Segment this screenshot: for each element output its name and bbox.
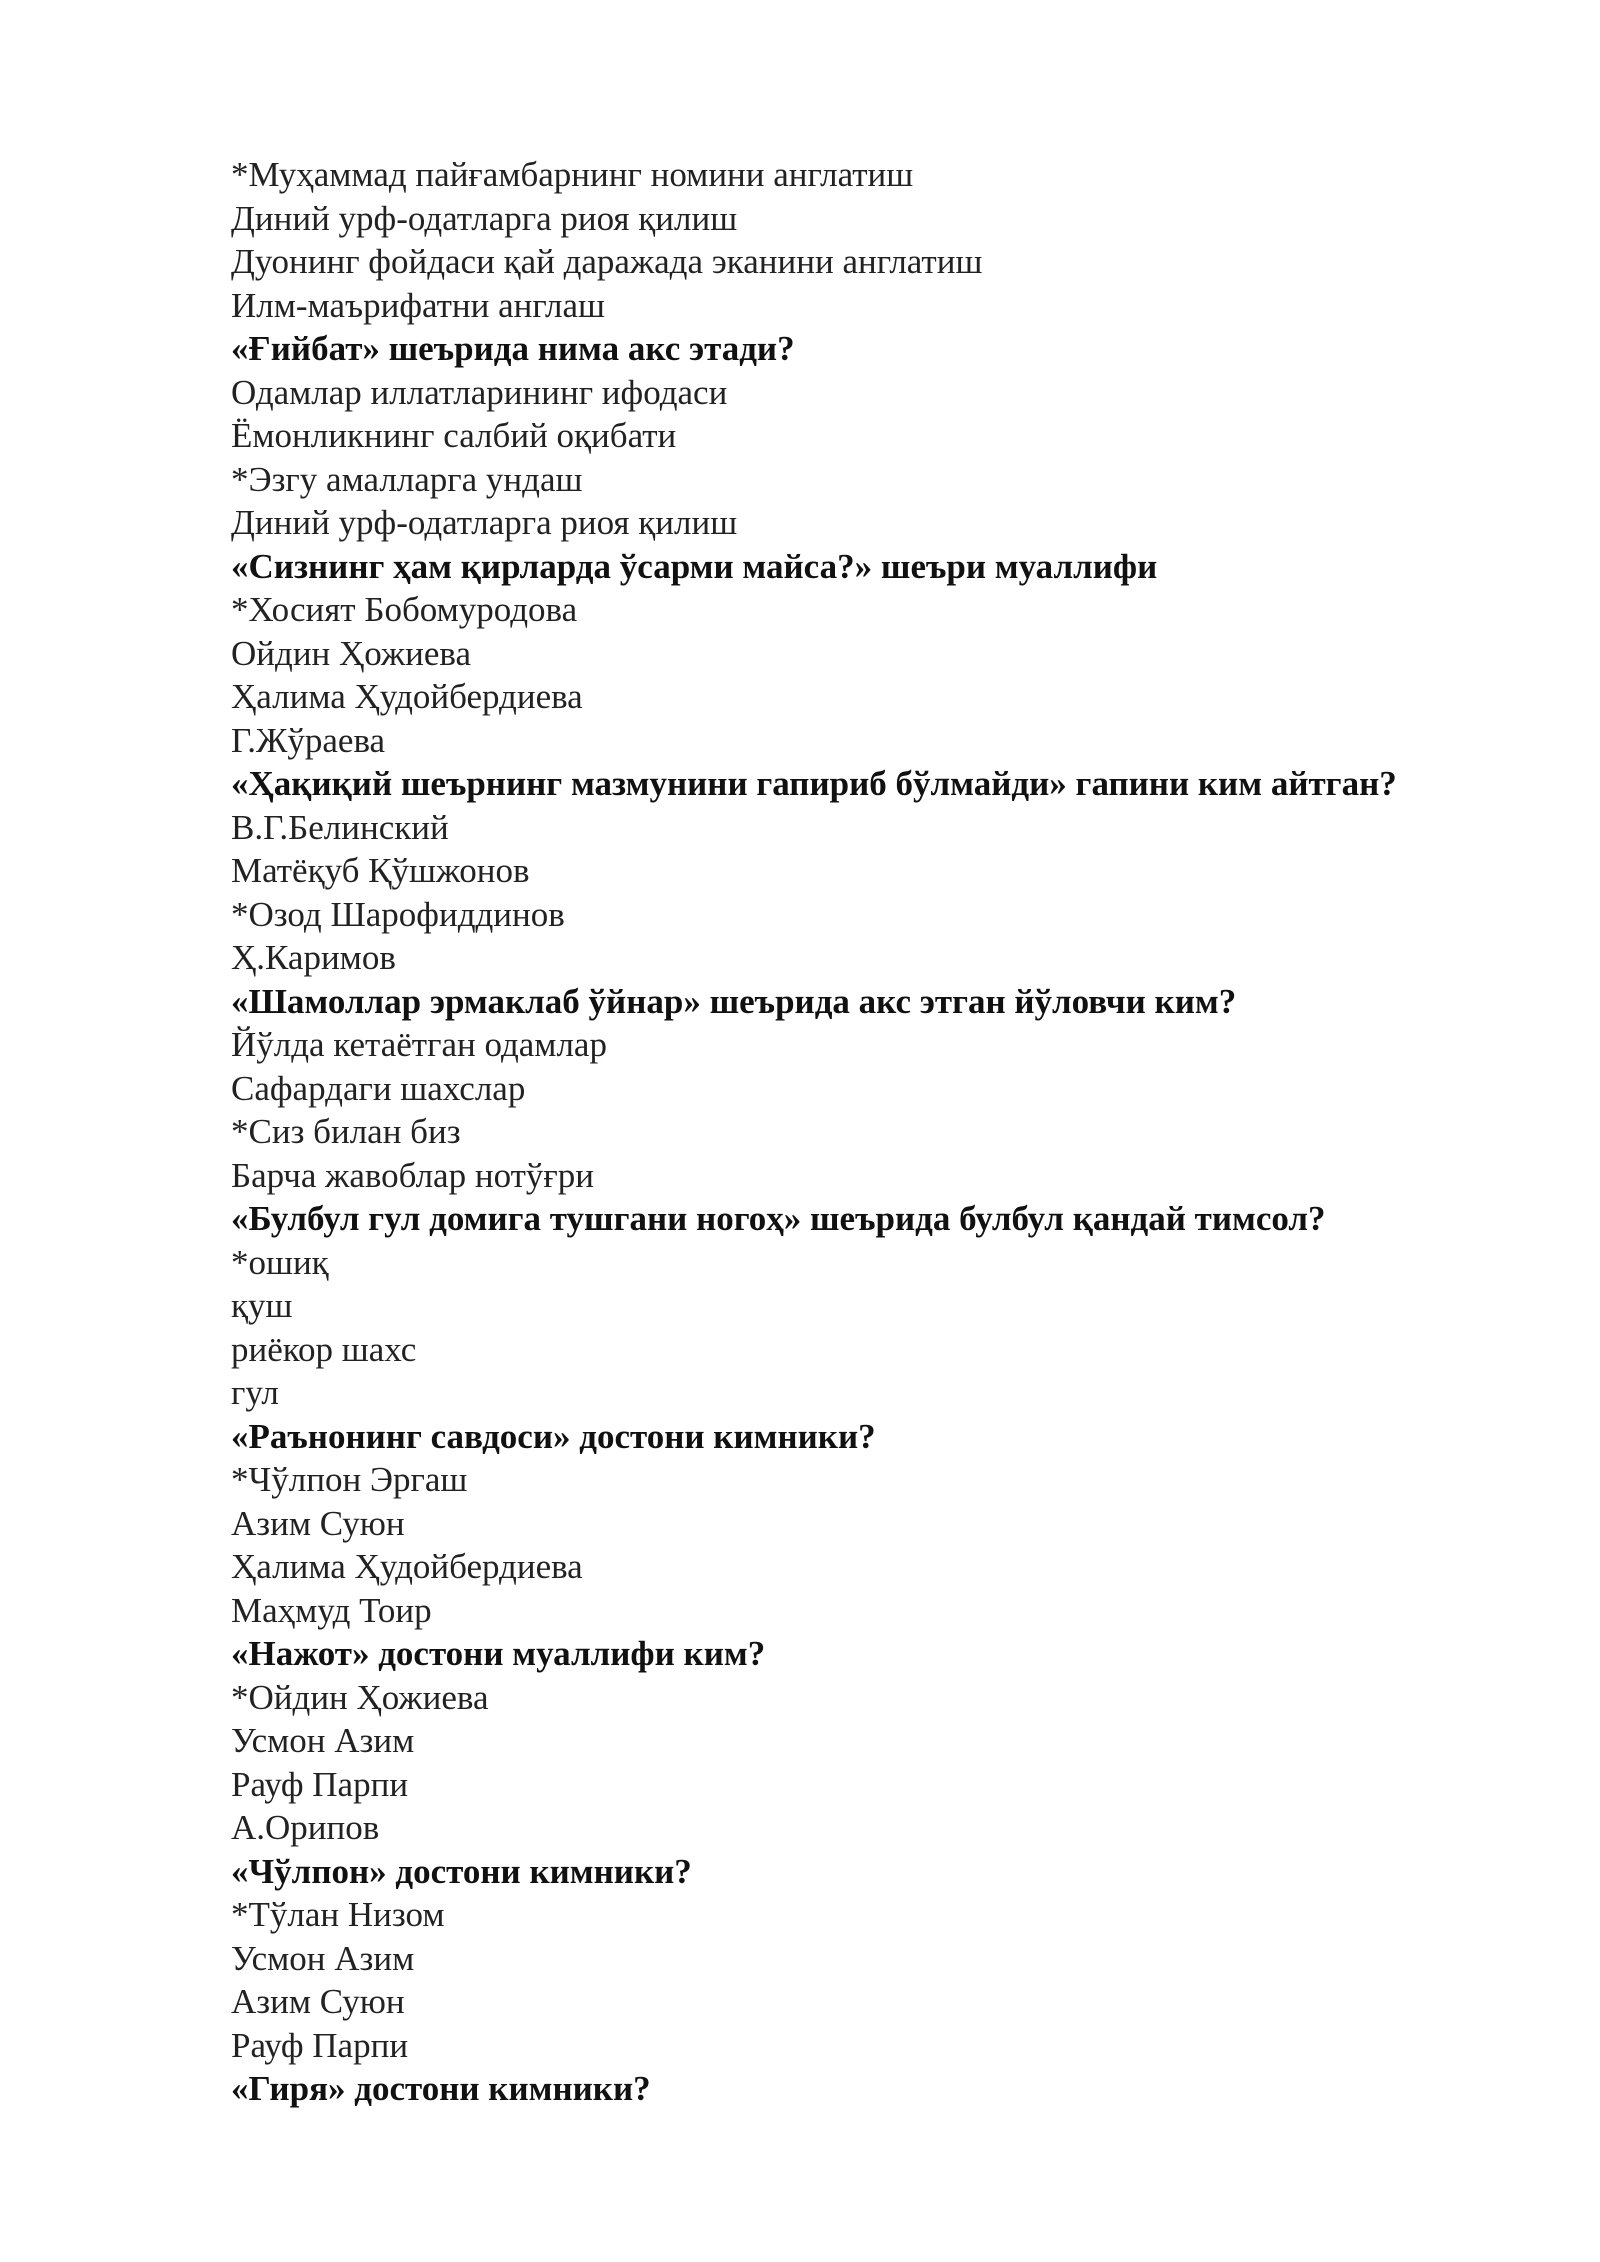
answer-option-line: *Сиз билан биз [231, 1112, 461, 1151]
answer-option-line: Ёмонликнинг салбий оқибати [231, 416, 677, 455]
question-line: «Нажот» достони муаллифи ким? [231, 1634, 766, 1673]
answer-option-line: Ойдин Ҳожиева [231, 633, 471, 673]
answer-option-line: Илм-маърифатни англаш [231, 285, 605, 325]
answer-option-line: Ҳалима Ҳудойбердиева [231, 677, 583, 716]
document-body [231, 153, 1531, 2111]
answer-option-line: Г.Жўраева [231, 720, 386, 760]
question-line: «Ғийбат» шеърида нима акс этади? [231, 329, 795, 368]
answer-option-line: *Тўлан Низом [231, 1895, 445, 1934]
answer-option-line: Маҳмуд Тоир [231, 1590, 432, 1630]
answer-option-line: Диний урф-одатларга риоя қилиш [231, 503, 738, 542]
answer-option-line: *Чўлпон Эргаш [231, 1460, 468, 1499]
question-line: «Сизнинг ҳам қирларда ўсарми майса?» шеъри муаллифи [231, 546, 1158, 586]
question-line: «Булбул гул домига тушгани ногоҳ» шеърида булбул қандай тимсол? [231, 1199, 1326, 1238]
answer-option-line: Рауф Парпи [231, 2025, 409, 2065]
answer-option-line: Азим Суюн [231, 1982, 405, 2021]
question-line: «Ҳақиқий шеърнинг мазмунини гапириб бўлмайди» гапини ким айтган? [231, 764, 1397, 803]
answer-option-line: *Ойдин Ҳожиева [231, 1677, 489, 1717]
answer-option-line: қуш [231, 1286, 293, 1325]
answer-option-line: Ҳ.Каримов [231, 938, 396, 977]
answer-option-line: *Эзгу амалларга ундаш [231, 459, 583, 499]
answer-option-line: *Хосият Бобомуродова [231, 590, 578, 629]
answer-option-line: Одамлар иллатларининг ифодаси [231, 372, 728, 412]
answer-option-line: Усмон Азим [231, 1721, 415, 1760]
answer-option-line: В.Г.Белинский [231, 807, 449, 847]
question-line: «Шамоллар эрмаклаб ўйнар» шеърида акс этган йўловчи ким? [231, 981, 1237, 1021]
answer-option-line: гул [231, 1373, 279, 1412]
answer-option-line: А.Орипов [231, 1808, 380, 1847]
answer-option-line: *Озод Шарофиддинов [231, 894, 565, 934]
answer-option-line: Дуонинг фойдаси қай даражада эканини англатиш [231, 242, 983, 281]
answer-option-line: Рауф Парпи [231, 1764, 409, 1804]
answer-option-line: Усмон Азим [231, 1938, 415, 1978]
answer-option-line: Сафардаги шахслар [231, 1068, 526, 1108]
answer-option-line: Диний урф-одатларга риоя қилиш [231, 198, 738, 238]
answer-option-line: *Муҳаммад пайғамбарнинг номини англатиш [231, 155, 914, 194]
question-line: «Раънонинг савдоси» достони кимники? [231, 1416, 876, 1456]
answer-option-line: Матёқуб Қўшжонов [231, 851, 530, 890]
answer-option-line: Барча жавоблар нотўғри [231, 1155, 594, 1195]
answer-option-line: Йўлда кетаётган одамлар [231, 1025, 607, 1064]
answer-option-line: риёкор шахс [231, 1329, 417, 1369]
question-line: «Чўлпон» достони кимники? [231, 1851, 692, 1891]
answer-option-line: *ошиқ [231, 1242, 329, 1282]
answer-option-line: Азим Суюн [231, 1503, 405, 1543]
answer-option-line: Ҳалима Ҳудойбердиева [231, 1547, 583, 1586]
question-line: «Гиря» достони кимники? [231, 2069, 651, 2108]
